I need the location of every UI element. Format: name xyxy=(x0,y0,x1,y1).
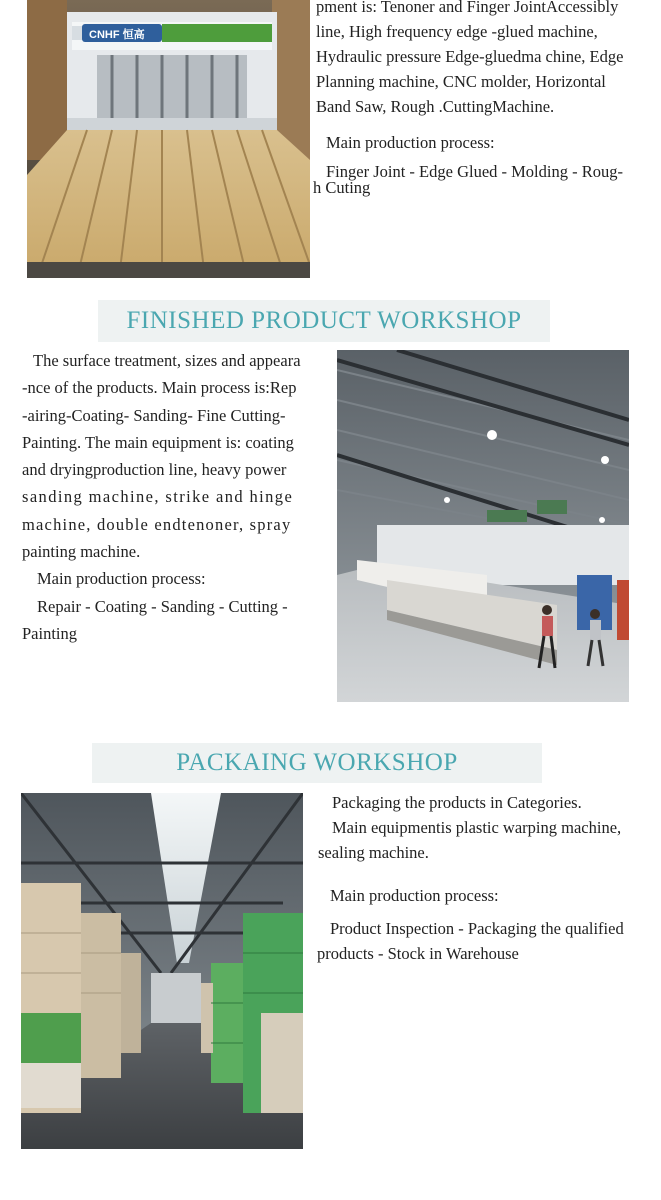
section2-line: The surface treatment, sizes and appeara xyxy=(33,351,301,370)
finished-product-banner xyxy=(98,300,550,342)
section1-line: Hydraulic pressure Edge-gluedma chine, Edge xyxy=(316,47,624,66)
edge-glue-machine-photo xyxy=(27,0,310,278)
packaging-banner xyxy=(92,743,542,783)
section2-line: and dryingproduction line, heavy power xyxy=(22,460,287,480)
section1-process-line2: h Cuting xyxy=(313,178,371,197)
section2-line: Painting. The main equipment is: coating xyxy=(22,432,294,452)
section1-process-label: Main production process: xyxy=(326,133,495,152)
packaging-title: PACKAING WORKSHOP xyxy=(176,749,458,776)
machine-brand-label: CNHF 恒高 xyxy=(89,29,145,41)
section1-line: Planning machine, CNC molder, Horizontal xyxy=(316,72,606,91)
section1-line: Band Saw, Rough .CuttingMachine. xyxy=(316,97,555,116)
section2-process-line1: Repair - Coating - Sanding - Cutting - xyxy=(37,596,288,616)
section2-line: -nce of the products. Main process is:Rep xyxy=(22,378,297,398)
section2-line: painting machine. xyxy=(22,542,141,562)
section2-line: -airing-Coating- Sanding- Fine Cutting- xyxy=(22,405,286,425)
section2-line: sanding machine, strike and hinge xyxy=(22,487,294,507)
section2-process-label: Main production process: xyxy=(37,569,206,589)
section2-line: machine, double endtenoner, spray xyxy=(22,514,292,534)
section3-line3: sealing machine. xyxy=(318,843,429,862)
section3-line2: Main equipmentis plastic warping machine, xyxy=(332,818,622,837)
packaging-warehouse-photo xyxy=(21,793,303,1149)
section1-line: pment is: Tenoner and Finger JointAccessibly xyxy=(316,0,619,16)
section2-process-line2: Painting xyxy=(22,623,78,643)
finished-product-title: FINISHED PRODUCT WORKSHOP xyxy=(126,307,522,334)
section1-line: line, High frequency edge -glued machine, xyxy=(316,22,598,41)
section3-process-label: Main production process: xyxy=(330,886,499,905)
finishing-workshop-photo xyxy=(337,350,629,702)
section3-process-line2: products - Stock in Warehouse xyxy=(317,944,519,963)
section3-line1: Packaging the products in Categories. xyxy=(332,793,582,812)
section3-process-line1: Product Inspection - Packaging the qualified xyxy=(330,919,624,938)
section1-process-line1: Finger Joint - Edge Glued - Molding - Roug- xyxy=(326,162,623,181)
section1-description xyxy=(316,0,656,119)
section2-description xyxy=(22,347,337,647)
